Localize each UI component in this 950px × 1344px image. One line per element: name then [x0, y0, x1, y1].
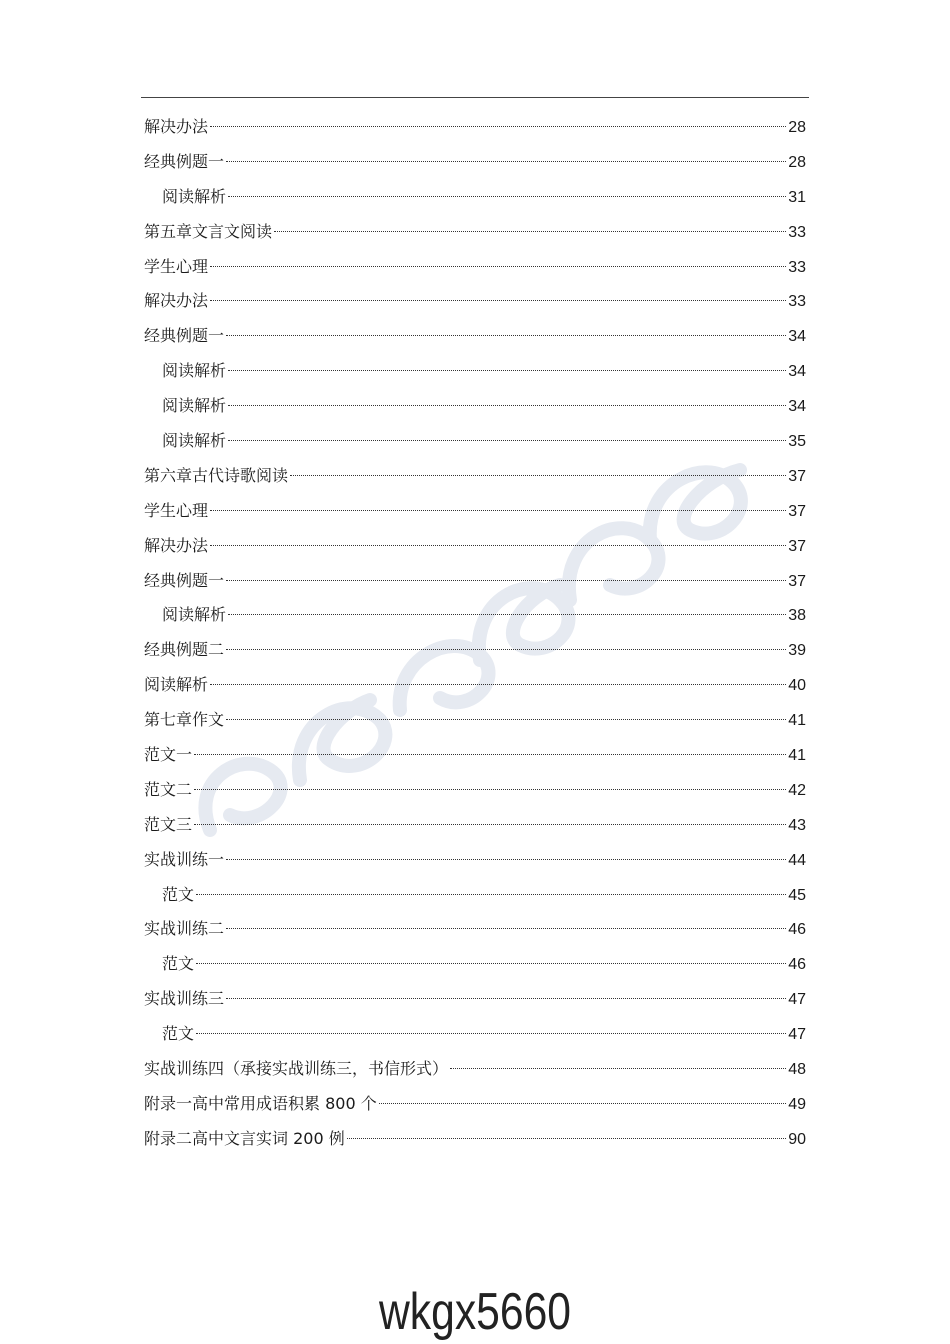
toc-dot-leader	[226, 719, 786, 720]
toc-entry[interactable]	[144, 564, 806, 599]
toc-entry[interactable]	[144, 494, 806, 529]
toc-entry-title: 第六章古代诗歌阅读	[144, 465, 289, 485]
toc-entry[interactable]	[144, 982, 806, 1017]
toc-entry[interactable]	[144, 110, 806, 145]
toc-entry-title: 学生心理	[144, 500, 209, 520]
toc-dot-leader	[210, 510, 786, 511]
toc-entry-page-number: 45	[788, 886, 806, 904]
toc-entry-title: 实战训练三	[144, 989, 225, 1009]
toc-entry-title: 范文	[162, 954, 195, 974]
toc-entry-title: 附录一高中常用成语积累 800 个	[144, 1093, 377, 1113]
toc-dot-leader	[210, 266, 786, 267]
toc-entry-page-number: 37	[788, 467, 806, 485]
footer-code: wkgx5660	[378, 1283, 572, 1341]
toc-entry[interactable]	[144, 668, 806, 703]
toc-entry[interactable]	[144, 284, 806, 319]
toc-entry-page-number: 42	[788, 781, 806, 799]
toc-entry[interactable]	[144, 703, 806, 738]
toc-entry-page-number: 90	[788, 1130, 806, 1148]
toc-entry-page-number: 47	[788, 991, 806, 1009]
toc-entry-page-number: 34	[788, 363, 806, 381]
toc-dot-leader	[226, 161, 786, 162]
toc-entry[interactable]	[144, 180, 806, 215]
toc-dot-leader	[228, 196, 786, 197]
toc-entry[interactable]	[144, 250, 806, 285]
toc-dot-leader	[290, 475, 786, 476]
toc-dot-leader	[226, 859, 786, 860]
toc-dot-leader	[450, 1068, 786, 1069]
toc-entry-page-number: 49	[788, 1095, 806, 1113]
toc-entry-page-number: 33	[788, 223, 806, 241]
toc-entry-title: 第五章文言文阅读	[144, 221, 273, 241]
toc-entry[interactable]	[144, 947, 806, 982]
toc-dot-leader	[226, 649, 786, 650]
toc-entry-title: 范文一	[144, 745, 193, 765]
toc-entry-title: 经典例题一	[144, 570, 225, 590]
toc-dot-leader	[194, 754, 786, 755]
toc-dot-leader	[347, 1138, 786, 1139]
toc-entry-page-number: 41	[788, 747, 806, 765]
toc-dot-leader	[226, 335, 786, 336]
toc-entry-page-number: 35	[788, 433, 806, 451]
toc-dot-leader	[274, 231, 786, 232]
toc-entry[interactable]	[144, 1017, 806, 1052]
toc-entry-page-number: 33	[788, 258, 806, 276]
toc-dot-leader	[196, 894, 786, 895]
toc-entry-page-number: 34	[788, 328, 806, 346]
toc-entry[interactable]	[144, 878, 806, 913]
toc-entry[interactable]	[144, 773, 806, 808]
toc-entry-title: 阅读解析	[162, 396, 227, 416]
toc-entry[interactable]	[144, 529, 806, 564]
toc-entry-page-number: 33	[788, 293, 806, 311]
toc-entry[interactable]	[144, 808, 806, 843]
toc-entry-title: 解决办法	[144, 535, 209, 555]
toc-dot-leader	[210, 126, 786, 127]
toc-entry-title: 范文二	[144, 779, 193, 799]
toc-dot-leader	[226, 580, 786, 581]
toc-entry-page-number: 37	[788, 502, 806, 520]
toc-entry[interactable]	[144, 319, 806, 354]
toc-entry-page-number: 37	[788, 537, 806, 555]
toc-entry-page-number: 48	[788, 1061, 806, 1079]
header-rule	[141, 97, 809, 98]
toc-entry[interactable]	[144, 843, 806, 878]
toc-entry-title: 实战训练一	[144, 849, 225, 869]
toc-dot-leader	[196, 963, 786, 964]
table-of-contents	[144, 110, 806, 1157]
toc-entry[interactable]	[144, 215, 806, 250]
toc-dot-leader	[210, 545, 786, 546]
toc-dot-leader	[228, 370, 786, 371]
toc-entry-title: 阅读解析	[144, 675, 209, 695]
toc-dot-leader	[210, 300, 786, 301]
toc-entry[interactable]	[144, 633, 806, 668]
toc-entry-title: 阅读解析	[162, 186, 227, 206]
toc-entry-page-number: 41	[788, 712, 806, 730]
toc-entry-title: 附录二高中文言实词 200 例	[144, 1128, 345, 1148]
toc-dot-leader	[196, 1033, 786, 1034]
toc-dot-leader	[228, 614, 786, 615]
toc-entry[interactable]	[144, 459, 806, 494]
toc-entry-page-number: 39	[788, 642, 806, 660]
toc-entry[interactable]	[144, 354, 806, 389]
toc-entry-title: 解决办法	[144, 291, 209, 311]
toc-entry-title: 解决办法	[144, 117, 209, 136]
toc-entry-page-number: 28	[788, 153, 806, 171]
toc-entry-title: 实战训练四（承接实战训练三，书信形式）	[144, 1059, 449, 1079]
toc-entry[interactable]	[144, 738, 806, 773]
toc-dot-leader	[194, 824, 786, 825]
toc-dot-leader	[226, 928, 786, 929]
toc-entry-title: 阅读解析	[162, 361, 227, 381]
toc-entry[interactable]	[144, 1122, 806, 1157]
toc-entry-title: 经典例题一	[144, 326, 225, 346]
toc-dot-leader	[228, 405, 786, 406]
toc-entry-page-number: 46	[788, 921, 806, 939]
toc-entry-page-number: 38	[788, 607, 806, 625]
toc-entry[interactable]	[144, 389, 806, 424]
toc-dot-leader	[194, 789, 786, 790]
toc-entry-title: 阅读解析	[162, 431, 227, 451]
toc-entry-page-number: 28	[788, 119, 806, 136]
toc-entry-page-number: 31	[788, 188, 806, 206]
toc-entry-title: 阅读解析	[162, 605, 227, 625]
toc-entry-title: 经典例题一	[144, 151, 225, 171]
toc-entry-title: 实战训练二	[144, 919, 225, 939]
toc-dot-leader	[210, 684, 786, 685]
toc-entry-page-number: 43	[788, 816, 806, 834]
toc-dot-leader	[379, 1103, 786, 1104]
toc-entry-title: 范文三	[144, 814, 193, 834]
toc-dot-leader	[228, 440, 786, 441]
toc-entry-title: 第七章作文	[144, 710, 225, 730]
toc-entry-page-number: 47	[788, 1026, 806, 1044]
toc-entry[interactable]	[144, 145, 806, 180]
toc-entry-page-number: 40	[788, 677, 806, 695]
toc-entry[interactable]	[144, 598, 806, 633]
toc-entry[interactable]	[144, 912, 806, 947]
toc-entry-title: 范文	[162, 884, 195, 904]
toc-entry[interactable]	[144, 424, 806, 459]
toc-entry-page-number: 44	[788, 851, 806, 869]
toc-entry-title: 经典例题二	[144, 640, 225, 660]
toc-entry-page-number: 37	[788, 572, 806, 590]
toc-dot-leader	[226, 998, 786, 999]
toc-entry[interactable]	[144, 1087, 806, 1122]
toc-entry-title: 学生心理	[144, 256, 209, 276]
toc-entry[interactable]	[144, 1052, 806, 1087]
toc-entry-page-number: 34	[788, 398, 806, 416]
toc-entry-title: 范文	[162, 1024, 195, 1044]
toc-entry-page-number: 46	[788, 956, 806, 974]
